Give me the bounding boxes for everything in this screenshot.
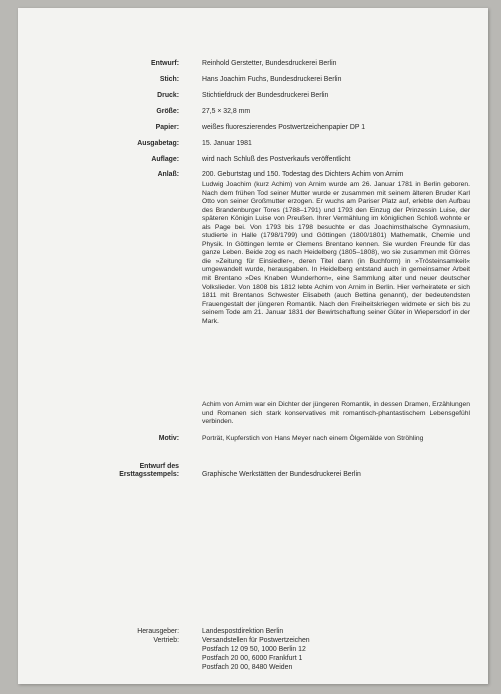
vertrieb-line-4: Postfach 20 00, 8480 Weiden bbox=[202, 664, 293, 671]
value-stich: Hans Joachim Fuchs, Bundesdruckerei Berlin bbox=[202, 76, 342, 83]
value-papier: weißes fluoreszierendes Postwertzeichenpapier DP 1 bbox=[202, 124, 366, 131]
label-stempel-line1: Entwurf des bbox=[139, 463, 179, 470]
label-papier: Papier: bbox=[155, 124, 179, 131]
label-groesse: Größe: bbox=[156, 108, 179, 115]
value-auflage: wird nach Schluß des Postverkaufs veröffentlicht bbox=[202, 156, 351, 163]
vertrieb-line-2: Postfach 12 09 50, 1000 Berlin 12 bbox=[202, 646, 306, 653]
value-entwurf: Reinhold Gerstetter, Bundesdruckerei Berlin bbox=[202, 60, 337, 67]
label-herausgeber: Herausgeber: bbox=[137, 628, 179, 635]
label-ausgabetag: Ausgabetag: bbox=[137, 140, 179, 147]
label-stempel-line2: Ersttagsstempels: bbox=[119, 471, 179, 478]
vertrieb-line-3: Postfach 20 00, 6000 Frankfurt 1 bbox=[202, 655, 303, 662]
label-auflage: Auflage: bbox=[151, 156, 179, 163]
value-groesse: 27,5 × 32,8 mm bbox=[202, 108, 251, 115]
vertrieb-line-1: Versandstellen für Postwertzeichen bbox=[202, 637, 310, 644]
value-anlass-intro: 200. Geburtstag und 150. Todestag des Dichters Achim von Arnim bbox=[202, 171, 404, 178]
value-herausgeber: Landespostdirektion Berlin bbox=[202, 628, 284, 635]
label-vertrieb: Vertrieb: bbox=[153, 637, 179, 644]
value-motiv: Porträt, Kupferstich von Hans Meyer nach einem Ölgemälde von Ströhling bbox=[202, 435, 424, 442]
label-entwurf: Entwurf: bbox=[151, 60, 179, 67]
label-anlass: Anlaß: bbox=[157, 171, 179, 178]
document-sheet bbox=[18, 8, 488, 684]
value-druck: Stichtiefdruck der Bundesdruckerei Berlin bbox=[202, 92, 329, 99]
anlass-paragraph-1: Ludwig Joachim (kurz Achim) von Arnim wurde am 26. Januar 1781 in Berlin geboren. Nach dem frühen Tod seiner Mutter wurde er zusammen mit seinem älteren Bruder Karl Otto von seiner Großmutter erzogen. Er wuchs am Pariser Platz auf, erlebte den Aufbau des Brandenburger Tores (1788–1791) und 1793 den Einzug der Prinzessin Luise, der späteren Königin Luise von Preußen. Ihrer Vermählung im königlichen Schloß wohnte er als Page bei. Von 1793 bis 1798 besuchte er das Joachimsthalsche Gymnasium, studierte in Halle (1798/1799) und Göttingen (1800/1801) Mathematik, Chemie und Physik. In Göttingen lernte er Clemens Brentano kennen. Sie wurden Freunde für das ganze Leben. Beide zog es nach Heidelberg (1805–1808), wo sie zusammen mit Görres die »Zeitung für Einsiedler«, deren Titel dann (in Buchform) in »Trösteinsamkeit« umgewandelt wurde, herausgaben. In Heidelberg entstand auch in gemeinsamer Arbeit mit Brentano »Des Knaben Wunderhorn«, eine Sammlung alter und neuer deutscher Volkslieder. Von 1808 bis 1812 lebte Achim von Arnim in Berlin. Hier verheiratete er sich 1811 mit Brentanos Schwester Elisabeth (auch Bettina genannt), der bedeutendsten Frauengestalt der jüngeren Romantik. Nach den Freiheitskriegen widmete er sich bis zu seinem Tode am 21. Januar 1831 der Bewirtschaftung seiner Güter in Wiepersdorf in der Mark. bbox=[202, 181, 470, 325]
label-motiv: Motiv: bbox=[158, 435, 179, 442]
anlass-paragraph-2: Achim von Arnim war ein Dichter der jüngeren Romantik, in dessen Dramen, Erzählungen und Romanen sich stark konservatives mit romantisch-phantastischem Lebensgefühl verbinden. bbox=[202, 401, 470, 426]
label-druck: Druck: bbox=[157, 92, 179, 99]
label-stich: Stich: bbox=[159, 76, 179, 83]
value-stempel: Graphische Werkstätten der Bundesdruckerei Berlin bbox=[202, 471, 361, 478]
value-ausgabetag: 15. Januar 1981 bbox=[202, 140, 252, 147]
